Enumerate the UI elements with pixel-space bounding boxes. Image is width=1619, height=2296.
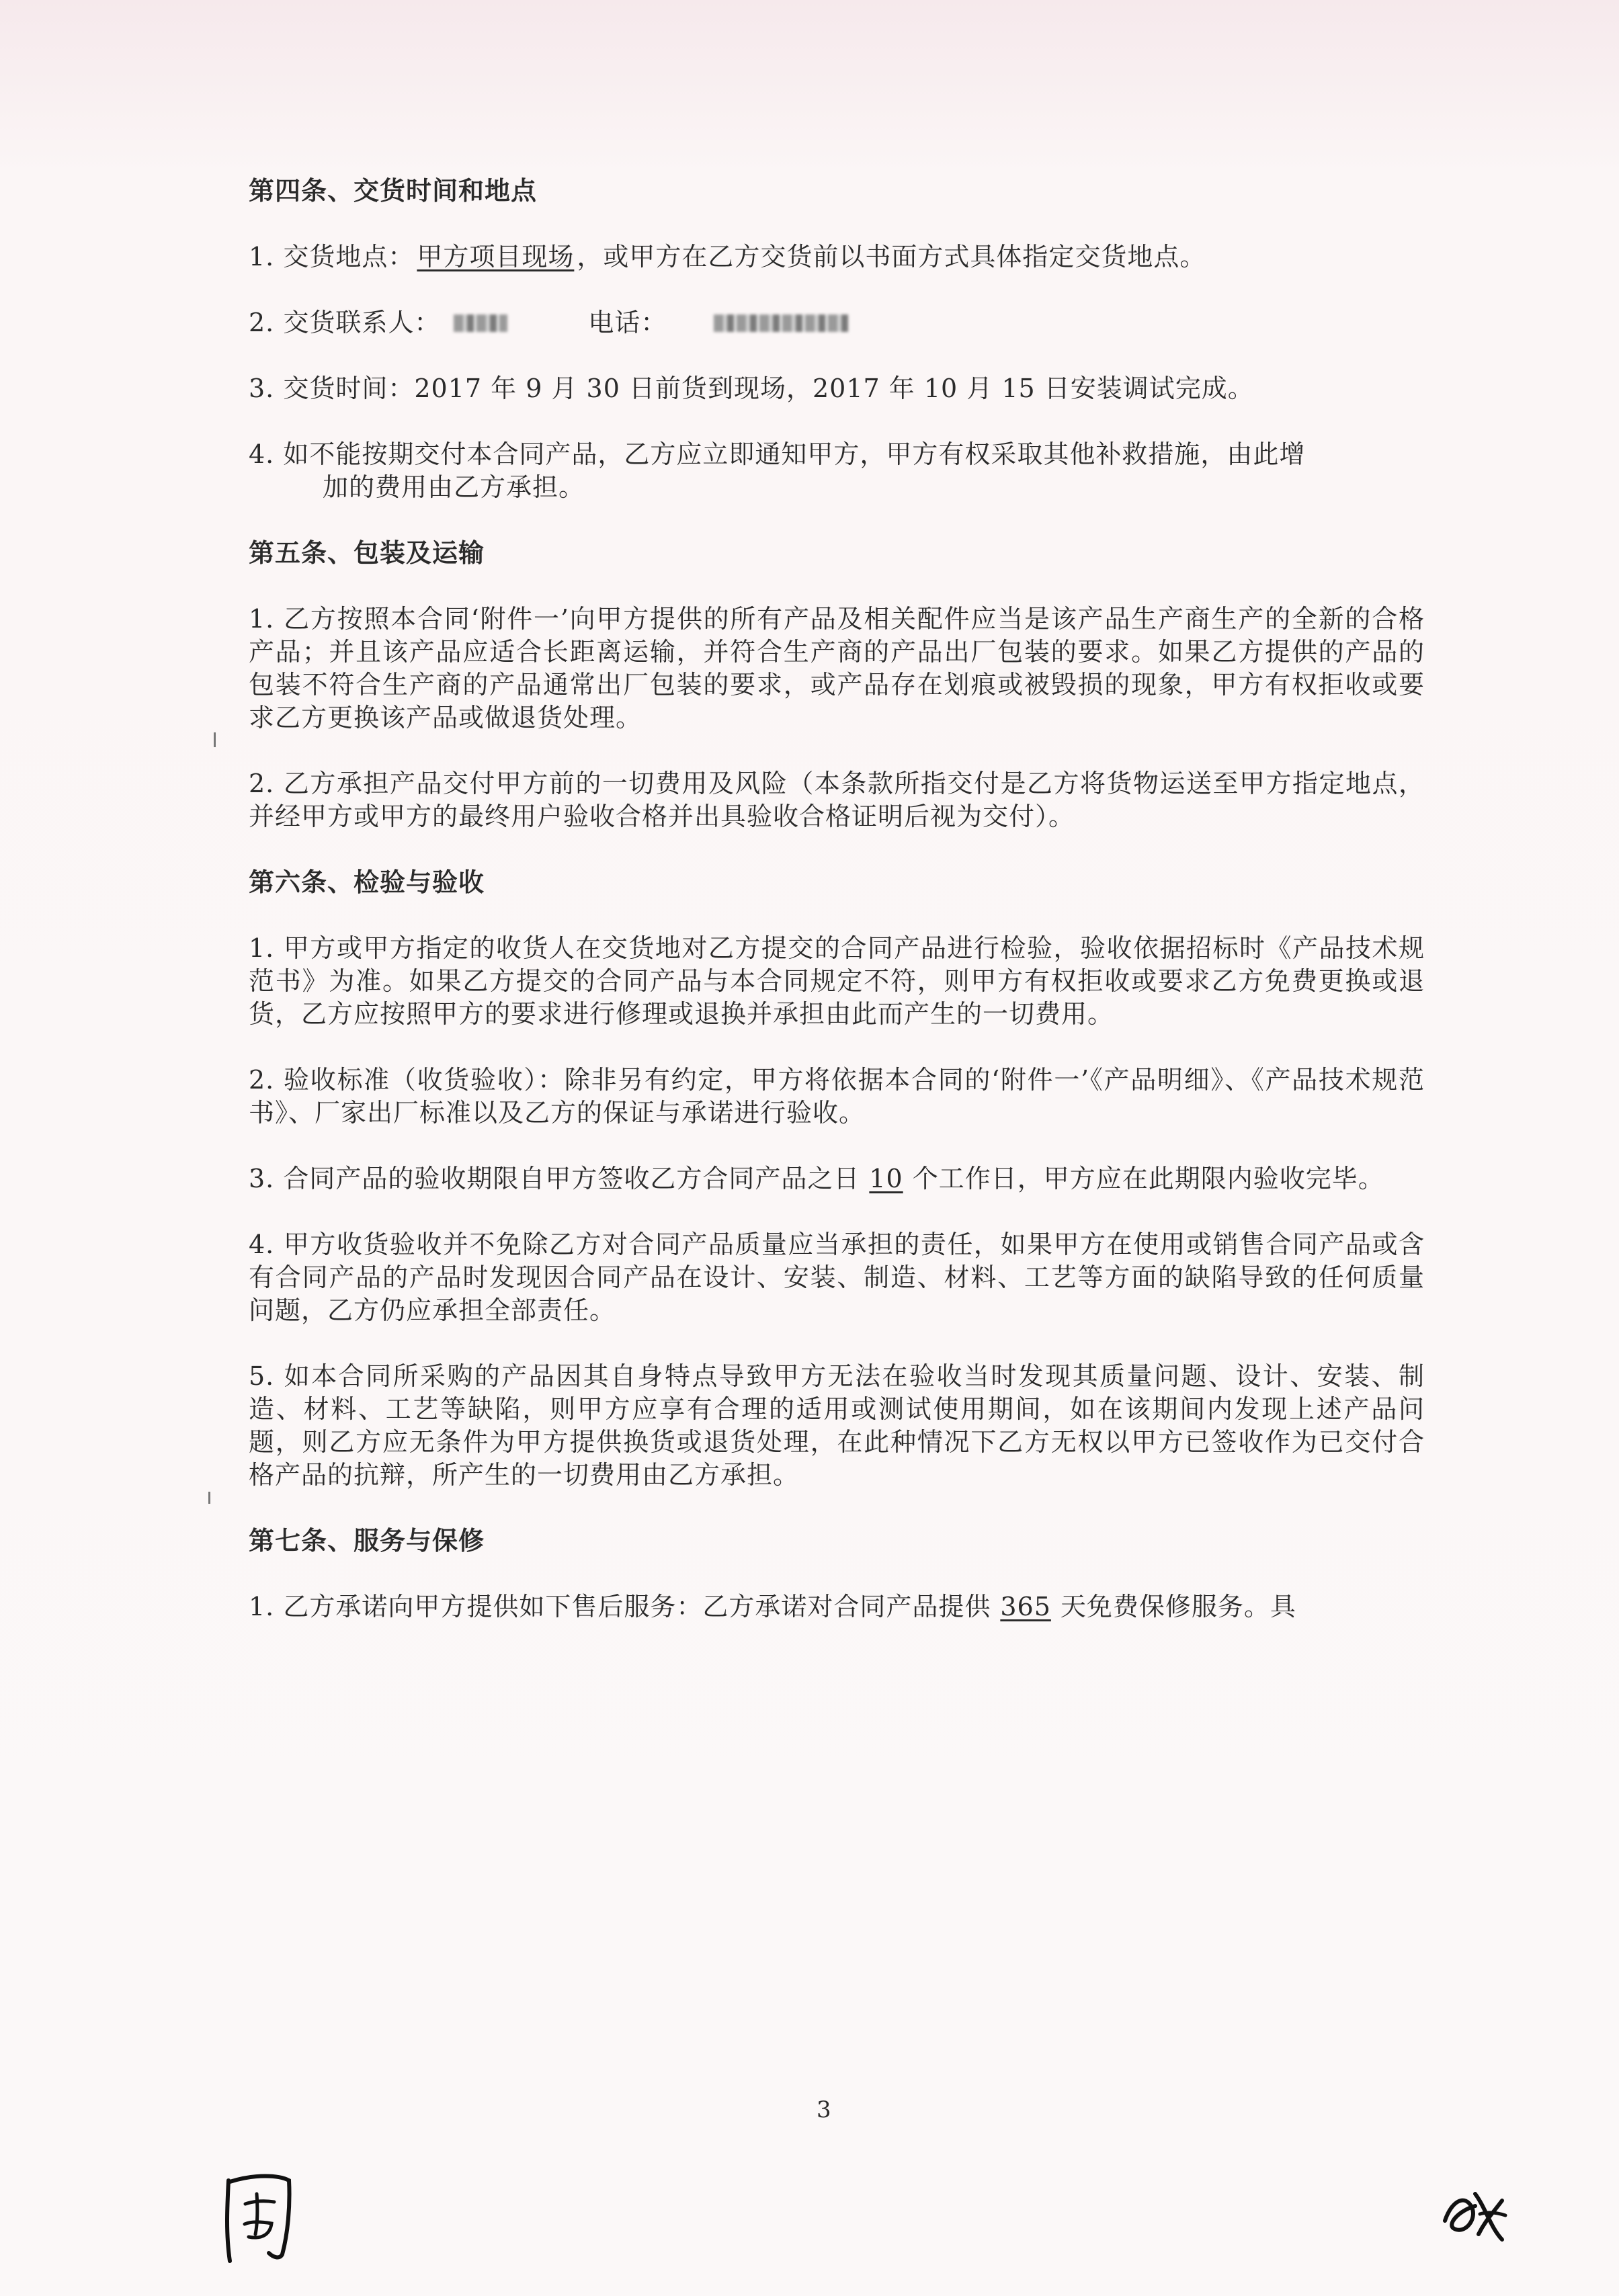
- inspection-clause-3: [249, 1162, 1425, 1195]
- delivery-time-clause: 3. 交货时间：2017 年 9 月 30 日前货到现场，2017 年 10 月 15 日安装调试完成。: [249, 374, 1254, 403]
- phone-label: 电话：: [588, 308, 667, 337]
- section-heading-delivery: 第四条、交货时间和地点: [249, 176, 538, 206]
- inspection-clause-5: 5. 如本合同所采购的产品因其自身特点导致甲方无法在验收当时发现其质量问题、设计、安装、制造、材料、工艺等缺陷，则甲方应享有合理的适用或测试使用期间，如在该期间内发现上述产品问题，则乙方应无条件为甲方提供换货或退货处理，在此种情况下乙方无权以甲方已签收作为已交付合格产品的抗辩，所产生的一切费用由乙方承担。: [249, 1361, 1425, 1490]
- delay-clause-line2: 加的费用由乙方承担。: [323, 472, 585, 502]
- warranty-suffix: 天免费保修服务。具: [1060, 1592, 1296, 1621]
- warranty-days-value: 365: [1000, 1592, 1051, 1621]
- page-number: 3: [817, 2096, 831, 2123]
- warranty-prefix: 1. 乙方承诺向甲方提供如下售后服务：乙方承诺对合同产品提供: [249, 1592, 991, 1621]
- handwritten-signature-right: [1438, 2180, 1512, 2248]
- inspection-period-value: 10: [869, 1164, 903, 1193]
- inspection-clause-2: 2. 验收标准（收货验收）：除非另有约定，甲方将依据本合同的‘附件一’《产品明细》、《产品技术规范书》、厂家出厂标准以及乙方的保证与承诺进行验收。: [249, 1065, 1425, 1128]
- delivery-place-prefix: 1. 交货地点：: [249, 242, 415, 271]
- redacted-contact-name: [454, 314, 507, 332]
- section-heading-packaging: 第五条、包装及运输: [249, 538, 485, 568]
- contact-label: 2. 交货联系人：: [249, 308, 441, 337]
- packaging-clause-1: 1. 乙方按照本合同‘附件一’向甲方提供的所有产品及相关配件应当是该产品生产商生产的全新的合格产品；并且该产品应适合长距离运输，并符合生产商的产品出厂包装的要求。如果乙方提供的产品的包装不符合生产商的产品通常出厂包装的要求，或产品存在划痕或被毁损的现象，甲方有权拒收或要求乙方更换该产品或做退货处理。: [249, 604, 1425, 732]
- inspection-clause-1: 1. 甲方或甲方指定的收货人在交货地对乙方提交的合同产品进行检验，验收依据招标时《产品技术规范书》为准。如果乙方提交的合同产品与本合同规定不符，则甲方有权拒收或要求乙方免费更换或退货，乙方应按照甲方的要求进行修理或退换并承担由此而产生的一切费用。: [249, 933, 1425, 1029]
- inspection-clause-4: 4. 甲方收货验收并不免除乙方对合同产品质量应当承担的责任，如果甲方在使用或销售合同产品或含有合同产品的产品时发现因合同产品在设计、安装、制造、材料、工艺等方面的缺陷导致的任何质量问题，乙方仍应承担全部责任。: [249, 1230, 1425, 1325]
- service-clause-1: [249, 1590, 1425, 1623]
- delivery-contact-line: [249, 306, 1425, 339]
- packaging-clause-2: 2. 乙方承担产品交付甲方前的一切费用及风险（本条款所指交付是乙方将货物运送至甲方指定地点，并经甲方或甲方的最终用户验收合格并出具验收合格证明后视为交付）。: [249, 769, 1425, 831]
- delay-clause-line1: 4. 如不能按期交付本合同产品，乙方应立即通知甲方，甲方有权采取其他补救措施，由此增: [249, 439, 1306, 469]
- inspection-period-prefix: 3. 合同产品的验收期限自甲方签收乙方合同产品之日: [249, 1164, 860, 1193]
- inspection-period-suffix: 个工作日，甲方应在此期限内验收完毕。: [912, 1164, 1384, 1193]
- redacted-phone-number: [714, 314, 848, 332]
- document-body: [249, 175, 1425, 1656]
- margin-mark: [214, 732, 216, 747]
- section-heading-service: 第七条、服务与保修: [249, 1526, 485, 1556]
- margin-mark: [208, 1492, 210, 1504]
- delivery-place-suffix: ，或甲方在乙方交货前以书面方式具体指定交货地点。: [577, 242, 1206, 271]
- section-heading-inspection: 第六条、检验与验收: [249, 867, 485, 897]
- delivery-place-value: 甲方项目现场: [417, 242, 575, 271]
- delivery-place-clause: [249, 241, 1425, 273]
- handwritten-signature-left: [215, 2167, 302, 2268]
